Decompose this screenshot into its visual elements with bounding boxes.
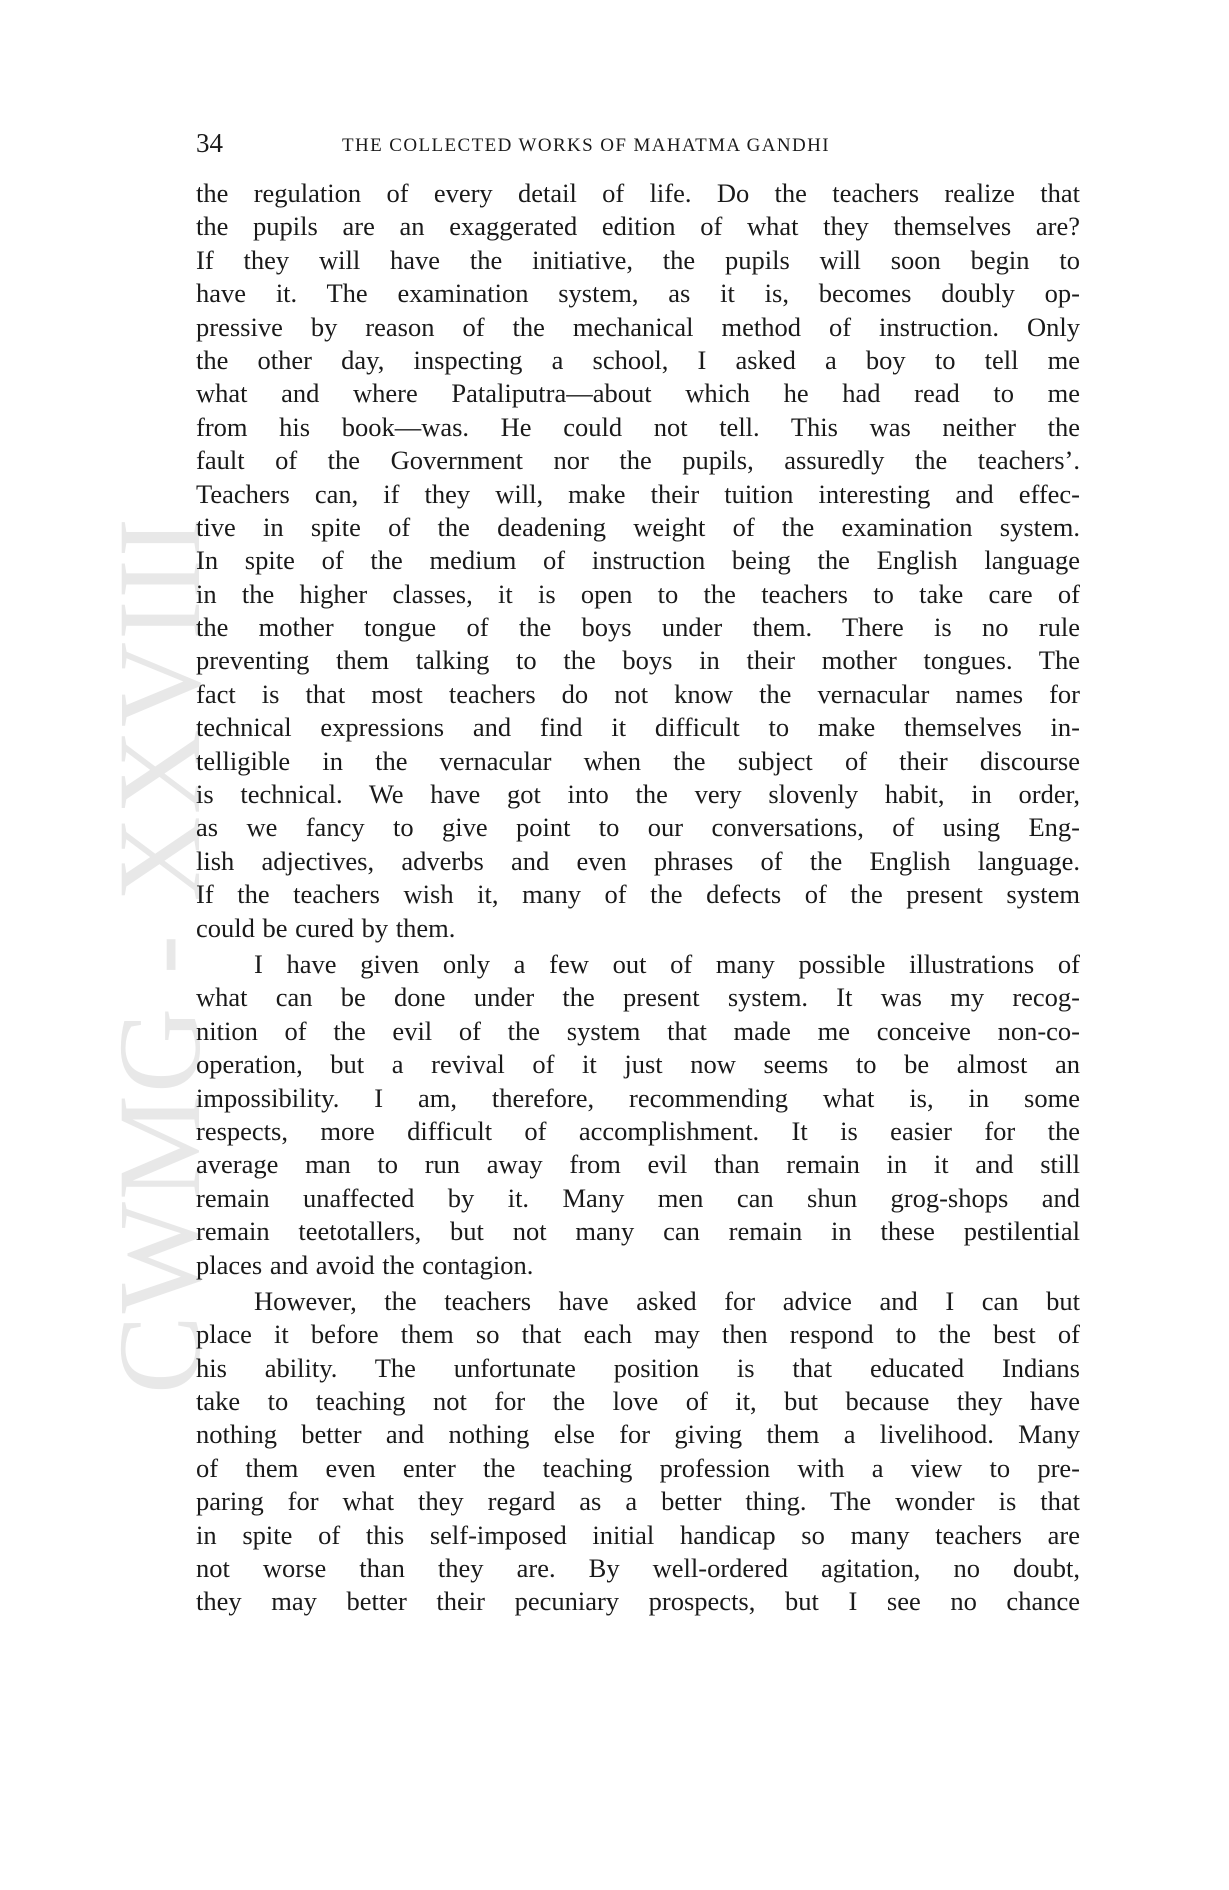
text-line: what can be done under the present system. It was my recog- [196, 982, 1080, 1013]
text-line: of them even enter the teaching profession with a view to pre- [196, 1452, 1080, 1483]
text-line: have it. The examination system, as it is, becomes doubly op- [196, 278, 1080, 309]
running-title: THE COLLECTED WORKS OF MAHATMA GANDHI [342, 135, 830, 156]
text-line: pressive by reason of the mechanical method of instruction. Only [196, 311, 1080, 342]
text-line: nothing better and nothing else for giving them a livelihood. Many [196, 1419, 1080, 1450]
text-line: the other day, inspecting a school, I asked a boy to tell me [196, 344, 1080, 375]
text-line: the pupils are an exaggerated edition of what they themselves are? [196, 211, 1080, 242]
text-line: the regulation of every detail of life. Do the teachers realize that [196, 178, 1080, 208]
text-line: what and where Pataliputra—about which he had read to me [196, 378, 1080, 409]
text-line: from his book—was. He could not tell. This was neither the [196, 411, 1080, 442]
text-line: preventing them talking to the boys in their mother tongues. The [196, 645, 1080, 676]
text-line: operation, but a revival of it just now seems to be almost an [196, 1049, 1080, 1080]
text-line: technical expressions and find it difficult to make themselves in- [196, 712, 1080, 743]
page-header [196, 128, 1080, 162]
text-line: average man to run away from evil than remain in it and still [196, 1149, 1080, 1180]
page-number: 34 [196, 128, 223, 158]
text-line: I have given only a few out of many possible illustrations of [254, 948, 1080, 979]
text-line: the mother tongue of the boys under them. There is no rule [196, 612, 1080, 643]
text-line: remain teetotallers, but not many can remain in these pestilential [196, 1216, 1080, 1247]
text-line: In spite of the medium of instruction being the English language [196, 545, 1080, 576]
paragraph [196, 177, 1080, 945]
body-text [196, 177, 1080, 1619]
text-line: his ability. The unfortunate position is that educated Indians [196, 1352, 1080, 1383]
paragraph [196, 1285, 1080, 1619]
text-line: places and avoid the contagion. [196, 1249, 534, 1280]
text-line: fact is that most teachers do not know the vernacular names for [196, 678, 1080, 709]
text-line: nition of the evil of the system that made me conceive non-co- [196, 1015, 1080, 1046]
text-line: If the teachers wish it, many of the defects of the present system [196, 879, 1080, 910]
watermark: CWMG - XXVIII [94, 515, 225, 1395]
text-line: tive in spite of the deadening weight of the examination system. [196, 511, 1080, 542]
text-line: fault of the Government nor the pupils, assuredly the teachers’. [196, 445, 1080, 476]
paragraph [196, 948, 1080, 1282]
text-line: take to teaching not for the love of it, but because they have [196, 1386, 1080, 1417]
text-line: not worse than they are. By well-ordered agitation, no doubt, [196, 1553, 1080, 1584]
text-line: respects, more difficult of accomplishment. It is easier for the [196, 1115, 1080, 1146]
text-line: as we fancy to give point to our conversations, of using Eng- [196, 812, 1080, 843]
text-line: lish adjectives, adverbs and even phrases of the English language. [196, 845, 1080, 876]
text-line: telligible in the vernacular when the subject of their discourse [196, 745, 1080, 776]
text-line: remain unaffected by it. Many men can shun grog-shops and [196, 1182, 1080, 1213]
text-line: impossibility. I am, therefore, recommending what is, in some [196, 1082, 1080, 1113]
text-line: paring for what they regard as a better thing. The wonder is that [196, 1486, 1080, 1517]
text-line: However, the teachers have asked for advice and I can but [254, 1285, 1080, 1316]
text-line: they may better their pecuniary prospects, but I see no chance [196, 1586, 1080, 1617]
text-line: Teachers can, if they will, make their tuition interesting and effec- [196, 478, 1080, 509]
text-line: is technical. We have got into the very slovenly habit, in order, [196, 779, 1080, 810]
text-line: If they will have the initiative, the pupils will soon begin to [196, 244, 1080, 275]
text-line: in the higher classes, it is open to the teachers to take care of [196, 578, 1080, 609]
text-line: in spite of this self-imposed initial handicap so many teachers are [196, 1519, 1080, 1550]
text-line: could be cured by them. [196, 912, 456, 943]
text-line: place it before them so that each may then respond to the best of [196, 1319, 1080, 1350]
